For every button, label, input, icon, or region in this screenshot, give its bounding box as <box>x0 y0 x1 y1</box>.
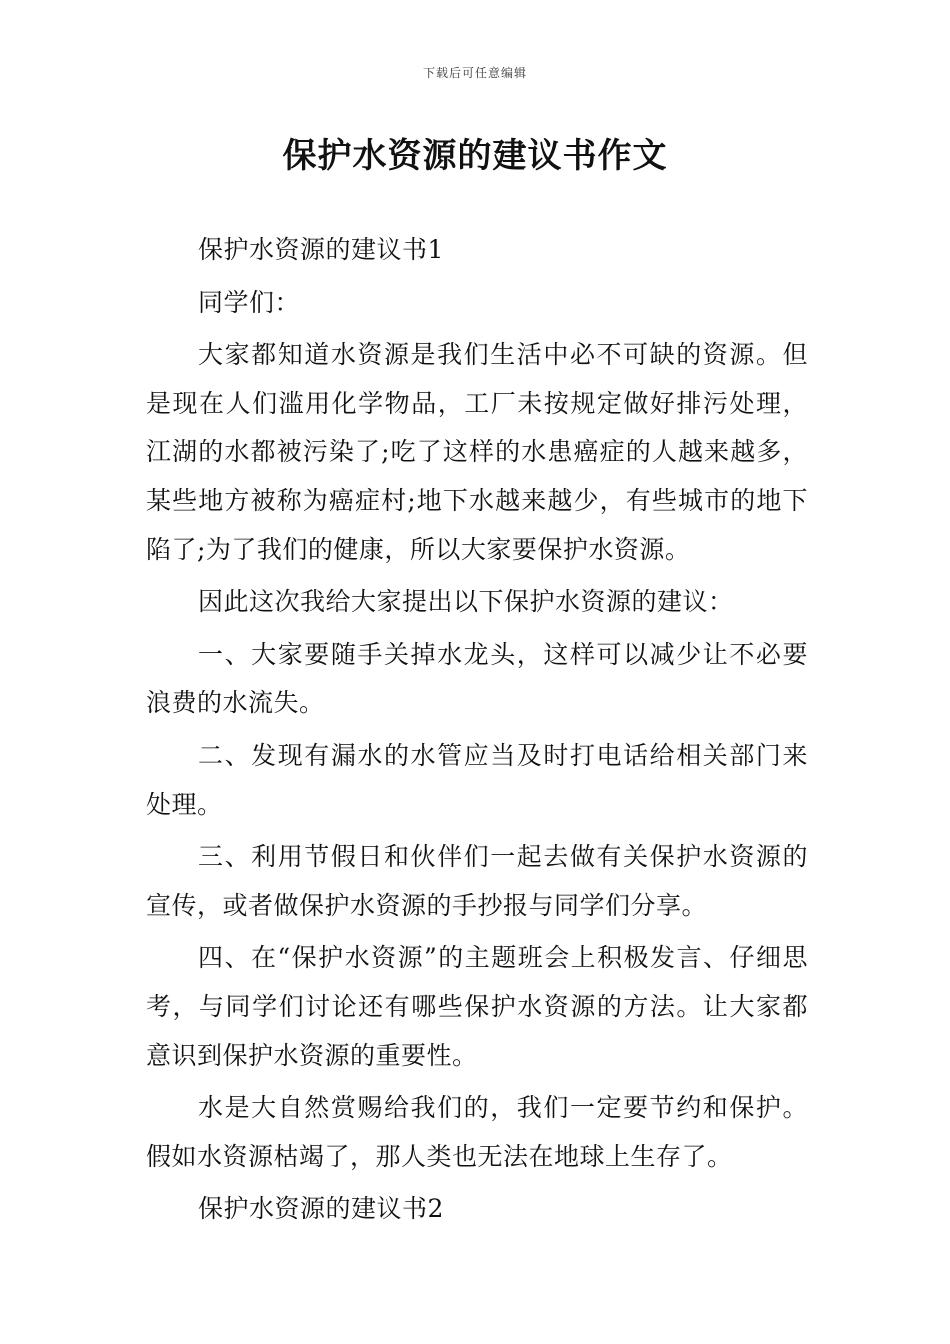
paragraph-salutation: 同学们： <box>198 287 301 317</box>
paragraph-conclusion: 水是大自然赏赐给我们的，我们一定要节约和保护。假如水资源枯竭了，那人类也无法在地球上生存了。 <box>146 1093 808 1171</box>
paragraph-suggestion-3: 三、利用节假日和伙伴们一起去做有关保护水资源的宣传，或者做保护水资源的手抄报与同学们分享。 <box>146 842 808 920</box>
paragraph-suggestion-4: 四、在“保护水资源”的主题班会上积极发言、仔细思考，与同学们讨论还有哪些保护水资源的方法。让大家都意识到保护水资源的重要性。 <box>146 943 808 1070</box>
paragraph-suggestion-2: 二、发现有漏水的水管应当及时打电话给相关部门来处理。 <box>146 740 808 819</box>
header-note: 下载后可任意编辑 <box>422 66 527 80</box>
paragraph-suggestion-1: 一、大家要随手关掉水龙头，这样可以减少让不必要浪费的水流失。 <box>146 639 808 718</box>
paragraph-intro: 大家都知道水资源是我们生活中必不可缺的资源。但是现在人们滥用化学物品，工厂未按规定做好排污处理，江湖的水都被污染了;吃了这样的水患癌症的人越来越多，某些地方被称为癌症村;地下水越来越少，有些城市的地下陷了;为了我们的健康，所以大家要保护水资源。 <box>146 340 808 564</box>
document-title: 保护水资源的建议书作文 <box>282 136 668 176</box>
paragraph-section-heading-2: 保护水资源的建议书2 <box>198 1194 444 1224</box>
paragraph-section-heading-1: 保护水资源的建议书1 <box>198 235 444 264</box>
paragraph-proposal-lead: 因此这次我给大家提出以下保护水资源的建议： <box>198 587 734 617</box>
document-body <box>146 226 808 1234</box>
